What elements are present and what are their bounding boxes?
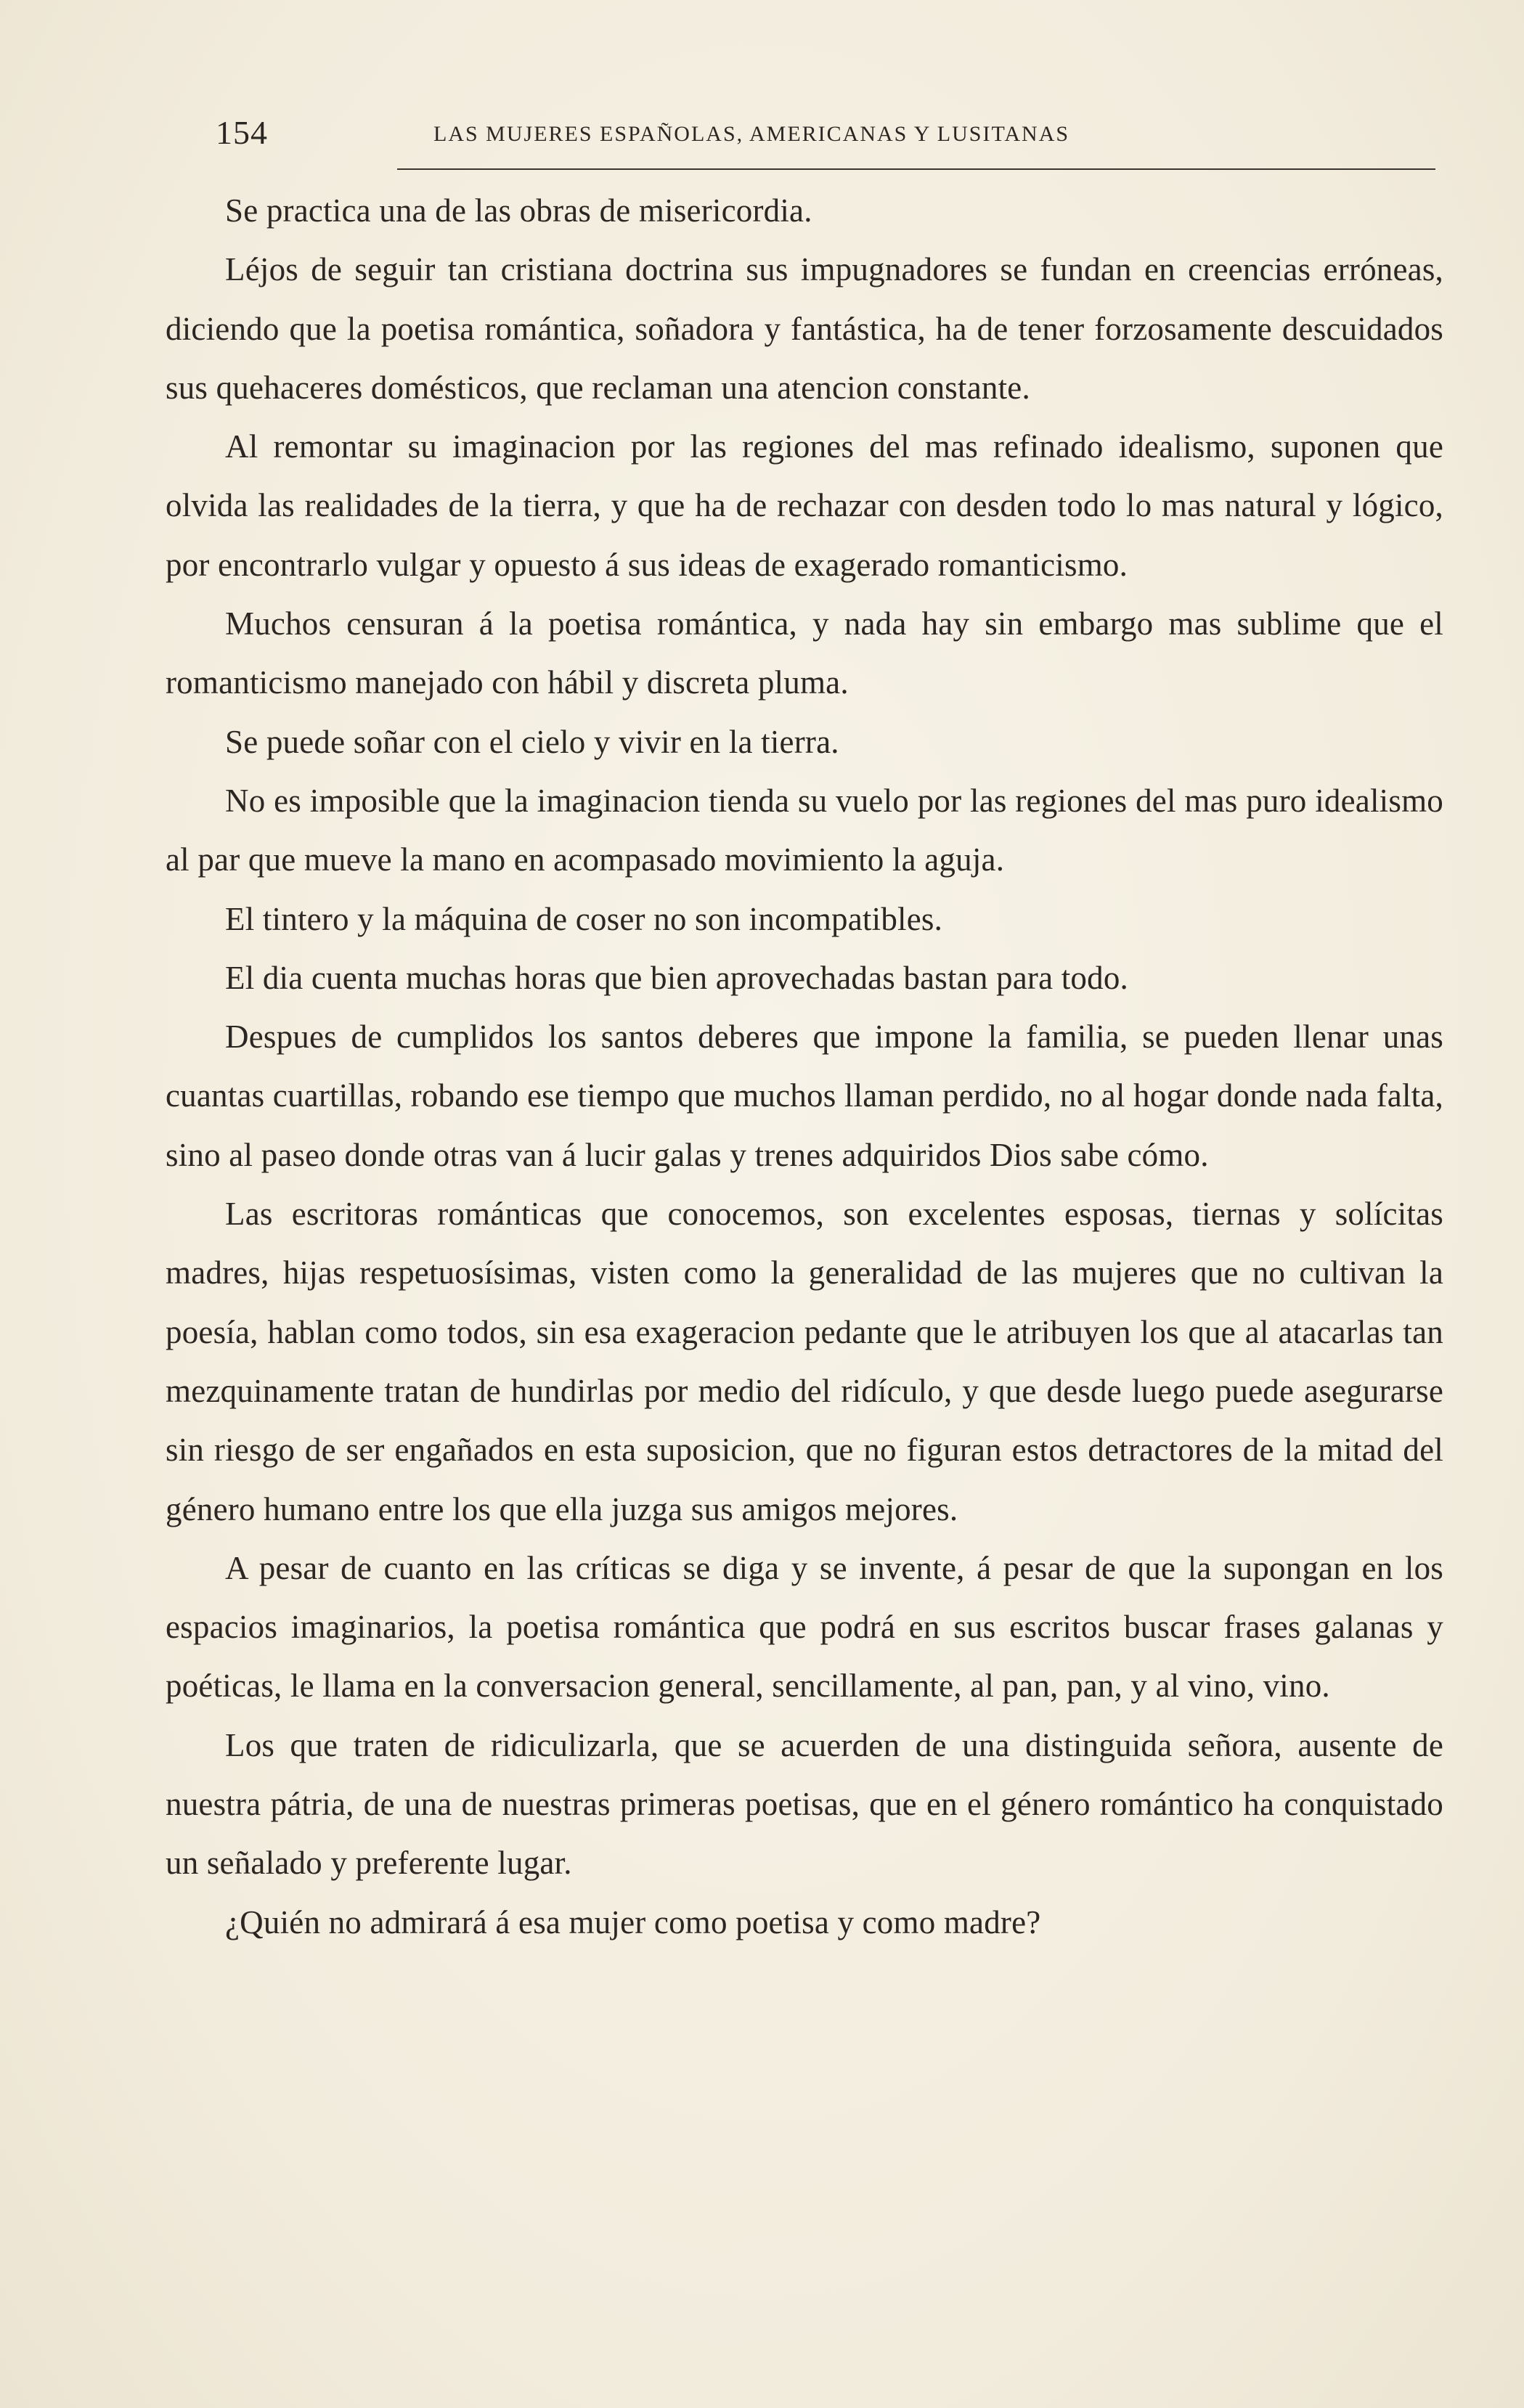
paragraph: Al remontar su imaginacion por las regiones del mas refinado idealismo, suponen que olvida las realidades de la tierra, y que ha de rechazar con desden todo lo mas natural y lógico, por encontrarlo vulgar y opuesto á sus ideas de exagerado romanticismo. bbox=[166, 428, 1443, 583]
paragraph: Léjos de seguir tan cristiana doctrina sus impugnadores se fundan en creencias erróneas, diciendo que la poetisa romántica, soñadora y fantástica, ha de tener forzosamente descuidados sus quehaceres domésticos, que reclaman una atencion constante. bbox=[166, 251, 1443, 406]
paragraph: El dia cuenta muchas horas que bien aprovechadas bastan para todo. bbox=[225, 959, 1128, 996]
paragraph: El tintero y la máquina de coser no son incompatibles. bbox=[225, 900, 943, 937]
paragraph: ¿Quién no admirará á esa mujer como poetisa y como madre? bbox=[225, 1903, 1041, 1940]
body-text bbox=[166, 181, 1443, 1952]
header-rule bbox=[397, 168, 1435, 170]
paragraph: Se practica una de las obras de misericordia. bbox=[225, 192, 812, 229]
paragraph: Los que traten de ridiculizarla, que se acuerden de una distinguida señora, ausente de nuestra pátria, de una de nuestras primeras poetisas, que en el género romántico ha conquistado un señalado y preferente lugar. bbox=[166, 1726, 1443, 1882]
running-title: LAS MUJERES ESPAÑOLAS, AMERICANAS Y LUSITANAS bbox=[433, 122, 1070, 146]
paragraph: Se puede soñar con el cielo y vivir en la tierra. bbox=[225, 723, 839, 760]
page-header bbox=[216, 109, 1225, 167]
paragraph: Despues de cumplidos los santos deberes que impone la familia, se pueden llenar unas cuantas cuartillas, robando ese tiempo que muchos llaman perdido, no al hogar donde nada falta, sino al paseo donde otras van á lucir galas y trenes adquiridos Dios sabe cómo. bbox=[166, 1019, 1443, 1173]
paragraph: Muchos censuran á la poetisa romántica, y nada hay sin embargo mas sublime que el romanticismo manejado con hábil y discreta pluma. bbox=[166, 605, 1443, 701]
paragraph: Las escritoras románticas que conocemos, son excelentes esposas, tiernas y solícitas madres, hijas respetuosísimas, visten como la generalidad de las mujeres que no cultivan la poesía, hablan como todos, sin esa exageracion pedante que le atribuyen los que al atacarlas tan mezquinamente tratan de hundirlas por medio del ridículo, y que desde luego puede asegurarse sin riesgo de ser engañados en esta suposicion, que no figuran estos detractores de la mitad del género humano entre los que ella juzga sus amigos mejores. bbox=[166, 1196, 1443, 1527]
paragraph: A pesar de cuanto en las críticas se diga y se invente, á pesar de que la supongan en los espacios imaginarios, la poetisa romántica que podrá en sus escritos buscar frases galanas y poéticas, le llama en la conversacion general, sencillamente, al pan, pan, y al vino, vino. bbox=[166, 1549, 1443, 1705]
page-number: 154 bbox=[216, 114, 268, 151]
paragraph: No es imposible que la imaginacion tienda su vuelo por las regiones del mas puro idealismo al par que mueve la mano en acompasado movimiento la aguja. bbox=[166, 782, 1443, 878]
